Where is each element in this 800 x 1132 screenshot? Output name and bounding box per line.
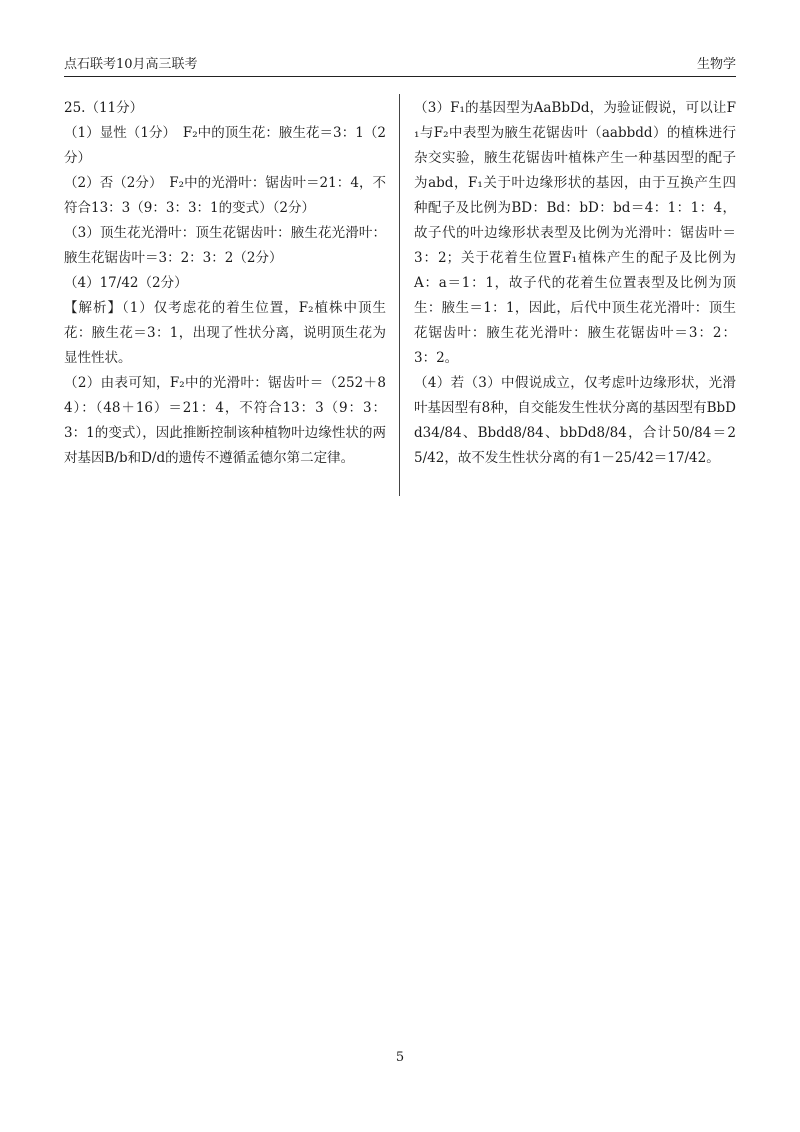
answer-part-1: （1）显性（1分） F₂中的顶生花：腋生花＝3：1（2分） <box>64 125 386 166</box>
answer-part-2: （2）否（2分） F₂中的光滑叶：锯齿叶＝21：4，不符合13：3（9：3：3：1的变式）（2分） <box>64 175 386 216</box>
answer-part-4: （4）17/42（2分） <box>64 275 188 291</box>
page-header <box>64 56 736 77</box>
left-column <box>64 96 386 471</box>
answer-part-3: （3）顶生花光滑叶：顶生花锯齿叶：腋生花光滑叶：腋生花锯齿叶＝3：2：3：2（2分） <box>64 225 386 266</box>
subject-label: 生物学 <box>696 57 736 72</box>
exam-title: 点石联考10月高三联考 <box>64 57 198 72</box>
page-number: 5 <box>395 1050 405 1065</box>
right-column <box>414 96 736 471</box>
explanation-part-3: （3）F₁的基因型为AaBbDd，为验证假说，可以让F₁与F₂中表型为腋生花锯齿叶（aabbdd）的植株进行杂交实验，腋生花锯齿叶植株产生一种基因型的配子为abd，F₁关于叶边缘形状的基因，由于互换产生四种配子及比例为BD：Bd：bD：bd＝4：1：1：4，故子代的叶边缘形状表型及比例为光滑叶：锯齿叶＝3：2；关于花着生位置F₁植株产生的配子及比例为A：a＝1：1，故子代的花着生位置表型及比例为顶生：腋生＝1：1，因此，后代中顶生花光滑叶：顶生花锯齿叶：腋生花光滑叶：腋生花锯齿叶＝3：2：3：2。 <box>414 100 736 366</box>
explanation-part-4: （4）若（3）中假说成立，仅考虑叶边缘形状，光滑叶基因型有8种，自交能发生性状分离的基因型有BbDd34/84、Bbdd8/84、bbDd8/84，合计50/84＝25/42，故不发生性状分离的有1－25/42＝17/42。 <box>414 375 736 466</box>
column-divider <box>399 94 400 496</box>
question-number: 25.（11分） <box>64 100 144 116</box>
explanation-part-1: 【解析】（1）仅考虑花的着生位置，F₂植株中顶生花：腋生花＝3：1，出现了性状分离，说明顶生花为显性性状。 <box>64 300 386 366</box>
explanation-part-2: （2）由表可知，F₂中的光滑叶：锯齿叶＝（252＋84）：（48＋16）＝21：4，不符合13：3（9：3：3：1的变式），因此推断控制该种植物叶边缘性状的两对基因B/b和D/d的遗传不遵循孟德尔第二定律。 <box>64 375 386 466</box>
